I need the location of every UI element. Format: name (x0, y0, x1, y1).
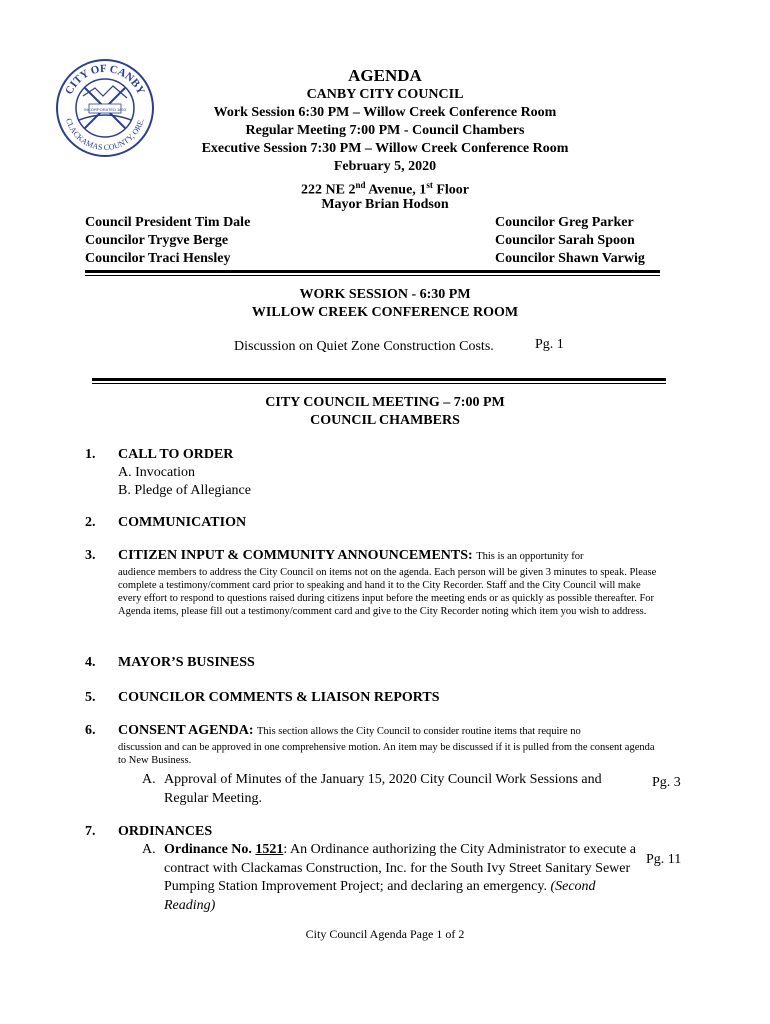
section-description: discussion and can be approved in one comprehensive motion. An item may be discussed if it is pulled from the consent agenda to New Business. (118, 742, 655, 766)
seal-bottom-text: CLACKAMAS COUNTY, ORE. (64, 117, 146, 153)
divider (85, 275, 660, 276)
page-footer: City Council Agenda Page 1 of 2 (305, 927, 465, 941)
section-number: 4. (85, 655, 96, 670)
page-reference: Pg. 11 (646, 852, 682, 867)
agenda-title: AGENDA (348, 66, 422, 85)
divider (92, 378, 666, 381)
agenda-subitem: A. Invocation (118, 465, 195, 480)
page-reference: Pg. 3 (652, 775, 681, 790)
councilor-name: Councilor Traci Hensley (85, 251, 231, 266)
meeting-address: 222 NE 2nd Avenue, 1st Floor (301, 180, 469, 198)
meeting-heading: CITY COUNCIL MEETING – 7:00 PM (265, 395, 505, 410)
council-right-list (495, 214, 645, 268)
section-description: audience members to address the City Council on items not on the agenda. Each person will be given 3 minutes to speak. Please complete a testimony/comment card prior to speaking and hand it to the City Recorder. Staff and the City Council will make every effort to respond to questions raised during citizens input before the meeting ends or as quickly as possible thereafter. For Agenda items, please fill out a testimony/comment card and give to the City Recorder noting which item you wish to address. (118, 567, 657, 617)
council-name: CANBY CITY COUNCIL (306, 87, 464, 102)
work-session-time: Work Session 6:30 PM – Willow Creek Conference Room (213, 105, 557, 120)
regular-meeting-time: Regular Meeting 7:00 PM - Council Chambers (245, 123, 525, 138)
section-title: ORDINANCES (118, 824, 213, 839)
council-left-list (85, 214, 250, 268)
section-number: 2. (85, 515, 96, 530)
section-number: 7. (85, 824, 96, 839)
section-heading-line (118, 723, 678, 739)
work-session-heading: WORK SESSION - 6:30 PM (299, 287, 471, 302)
section-intro: This section allows the City Council to consider routine items that require no (257, 726, 581, 737)
section-number: 5. (85, 690, 96, 705)
seal-center-text: INCORPORATED 1893 (84, 107, 126, 112)
section-title: CONSENT AGENDA: (118, 723, 254, 738)
councilor-name: Council President Tim Dale (85, 215, 251, 230)
mayor-name: Mayor Brian Hodson (321, 197, 449, 212)
section-title: COMMUNICATION (118, 515, 247, 530)
section-number: 6. (85, 723, 96, 738)
section-title: MAYOR’S BUSINESS (118, 655, 255, 670)
section-title: COUNCILOR COMMENTS & LIAISON REPORTS (118, 690, 440, 705)
section-intro: This is an opportunity for (476, 551, 584, 562)
work-session-room: WILLOW CREEK CONFERENCE ROOM (251, 305, 519, 320)
councilor-name: Councilor Trygve Berge (85, 233, 229, 248)
agenda-subitem: B. Pledge of Allegiance (118, 483, 251, 498)
meeting-room: COUNCIL CHAMBERS (310, 413, 460, 428)
divider (85, 270, 660, 273)
councilor-name: Councilor Sarah Spoon (495, 233, 635, 248)
meeting-date: February 5, 2020 (333, 159, 437, 174)
work-session-item: Discussion on Quiet Zone Construction Costs. (234, 339, 494, 354)
consent-item: A. Approval of Minutes of the January 15, 2020 City Council Work Sessions and Regular Meeting. (142, 772, 602, 806)
ordinance-item: A. Ordinance No. 1521: An Ordinance authorizing the City Administrator to execute a contract with Clackamas Construction, Inc. for the South Ivy Street Sanitary Sewer Pumping Station Improvement Project; and declaring an emergency. (Second Reading) (142, 842, 637, 913)
councilor-name: Councilor Greg Parker (495, 215, 634, 230)
section-title: CITIZEN INPUT & COMMUNITY ANNOUNCEMENTS: (118, 548, 473, 563)
section-number: 3. (85, 548, 96, 563)
seal-top-text: CITY OF CANBY (63, 62, 147, 97)
councilor-name: Councilor Shawn Varwig (495, 251, 645, 266)
executive-session-time: Executive Session 7:30 PM – Willow Creek Conference Room (201, 141, 569, 156)
page-reference: Pg. 1 (535, 337, 564, 352)
section-number: 1. (85, 447, 96, 462)
section-heading-line (118, 548, 678, 564)
section-title: CALL TO ORDER (118, 447, 234, 462)
divider (92, 383, 666, 384)
